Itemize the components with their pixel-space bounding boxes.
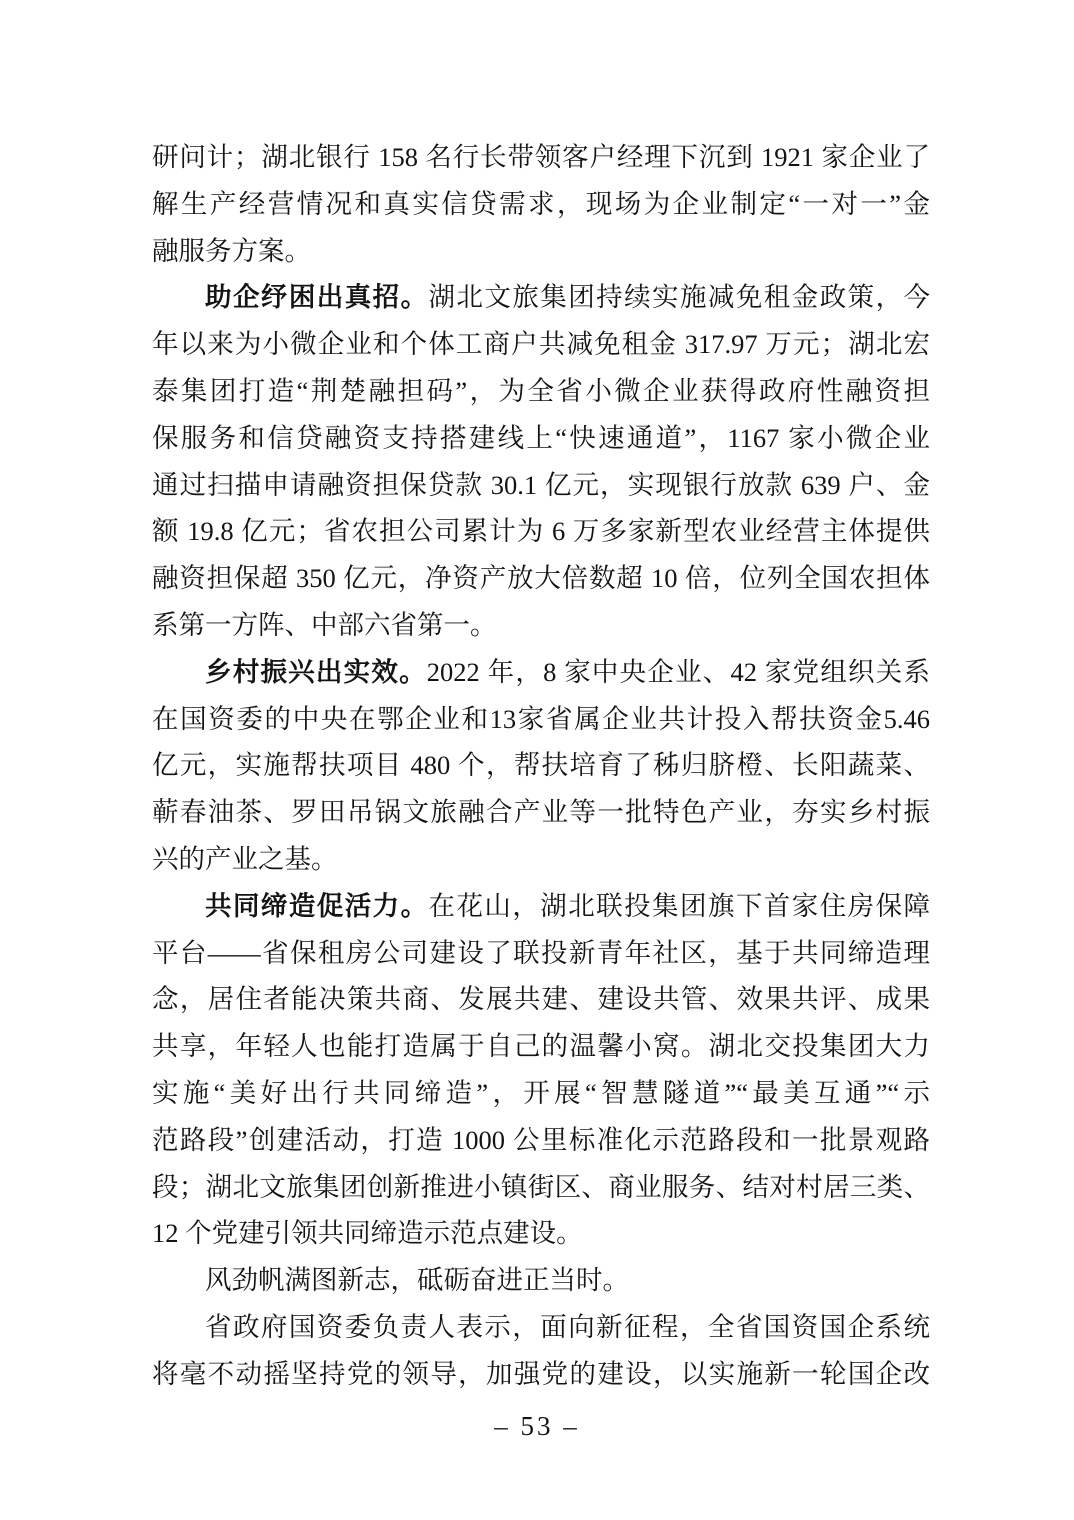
text-line: 研问计；湖北银行 158 名行长带领客户经理下沉到 1921 家企业了 [152,142,930,172]
text-line: 年以来为小微企业和个体工商户共减免租金 317.97 万元；湖北宏 [152,329,930,360]
text-line: 在国资委的中央在鄂企业和13家省属企业共计投入帮扶资金5.46 [152,703,930,734]
text-line: 共同缔造促活力。在花山，湖北联投集团旗下首家住房保障 [205,890,930,921]
paragraph [152,134,930,274]
paragraph [152,1304,930,1398]
text-line: 解生产经营情况和真实信贷需求，现场为企业制定“一对一”金 [152,188,930,219]
text-line: 额 19.8 亿元；省农担公司累计为 6 万多家新型农业经营主体提供 [152,516,930,547]
paragraph [152,649,930,883]
document-body [152,134,930,1398]
page-number: – 53 – [494,1411,580,1441]
text-line: 范路段”创建活动，打造 1000 公里标准化示范路段和一批景观路 [152,1124,930,1155]
text-line: 实施“美好出行共同缔造”，开展“智慧隧道”“最美互通”“示 [152,1077,930,1108]
text-line: 保服务和信贷融资支持搭建线上“快速通道”，1167 家小微企业 [152,422,930,453]
text-line: 兴的产业之基。 [152,843,338,874]
text-line: 融服务方案。 [152,235,311,266]
text-line: 通过扫描申请融资担保贷款 30.1 亿元，实现银行放款 639 户、金 [152,469,930,500]
text-line: 念，居住者能决策共商、发展共建、建设共管、效果共评、成果 [152,984,930,1015]
text-line: 风劲帆满图新志，砥砺奋进正当时。 [205,1265,629,1296]
paragraph-lead: 助企纾困出真招。 [205,282,429,313]
paragraph [152,883,930,1257]
text-line: 融资担保超 350 亿元，净资产放大倍数超 10 倍，位列全国农担体 [152,563,930,594]
page-footer [0,1406,1074,1446]
text-line: 省政府国资委负责人表示，面向新征程，全省国资国企系统 [205,1311,930,1342]
text-line: 助企纾困出真招。湖北文旅集团持续实施减免租金政策，今 [205,282,930,313]
text-line: 亿元，实施帮扶项目 480 个，帮扶培育了秭归脐橙、长阳蔬菜、 [152,750,930,781]
paragraph [152,274,930,648]
paragraph-lead: 乡村振兴出实效。 [205,656,427,687]
text-line: 系第一方阵、中部六省第一。 [152,609,497,640]
text-line: 泰集团打造“荆楚融担码”，为全省小微企业获得政府性融资担 [152,375,930,406]
paragraph [152,1257,930,1304]
text-line: 平台——省保租房公司建设了联投新青年社区，基于共同缔造理 [152,937,930,968]
text-line: 蕲春油茶、罗田吊锅文旅融合产业等一批特色产业，夯实乡村振 [152,797,930,828]
text-line: 共享，年轻人也能打造属于自己的温馨小窝。湖北交投集团大力 [152,1031,930,1062]
paragraph-lead: 共同缔造促活力。 [205,890,429,921]
text-line: 将毫不动摇坚持党的领导，加强党的建设，以实施新一轮国企改 [152,1358,930,1389]
text-line: 12 个党建引领共同缔造示范点建设。 [152,1218,583,1249]
text-line: 段；湖北文旅集团创新推进小镇街区、商业服务、结对村居三类、 [152,1171,930,1202]
text-line: 乡村振兴出实效。2022 年，8 家中央企业、42 家党组织关系 [205,656,930,687]
